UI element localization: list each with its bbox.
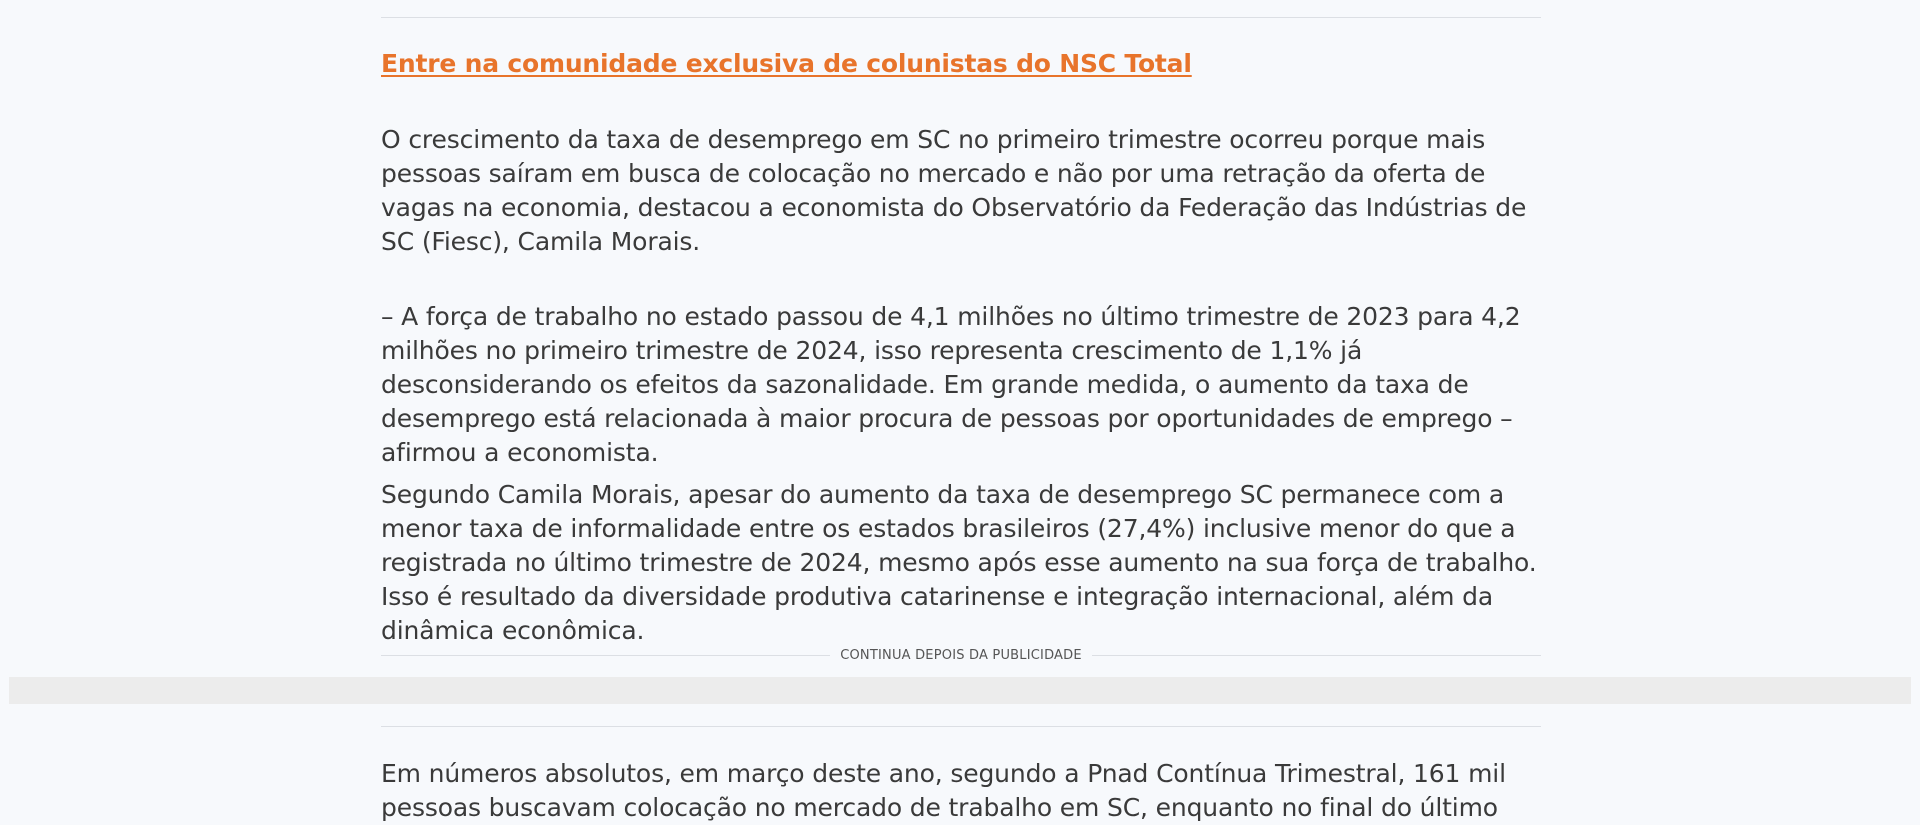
- community-link[interactable]: Entre na comunidade exclusiva de colunistas do NSC Total: [381, 49, 1192, 78]
- article-paragraph: O crescimento da taxa de desemprego em SC no primeiro trimestre ocorreu porque mais pessoas saíram em busca de colocação no mercado e não por uma retração da oferta de vagas na economia, destacou a economista do Observatório da Federação das Indústrias de SC (Fiesc), Camila Morais.: [381, 125, 1527, 256]
- ad-label: CONTINUA DEPOIS DA PUBLICIDADE: [840, 647, 1082, 663]
- article-paragraph: – A força de trabalho no estado passou de 4,1 milhões no último trimestre de 2023 para 4,2 milhões no primeiro trimestre de 2024, isso representa crescimento de 1,1% já desconsiderando os efeitos da sazonalidade. Em grande medida, o aumento da taxa de desemprego está relacionada à maior procura de pessoas por oportunidades de emprego – afirmou a economista.: [381, 302, 1521, 467]
- ad-separator-line: [381, 655, 830, 656]
- ad-separator: [381, 645, 1541, 665]
- top-divider: [381, 17, 1541, 18]
- ad-slot: [9, 677, 1911, 704]
- article-paragraph: Em números absolutos, em março deste ano, segundo a Pnad Contínua Trimestral, 161 mil pessoas buscavam colocação no mercado de trabalho em SC, enquanto no final do último: [381, 759, 1506, 822]
- ad-separator-line: [1092, 655, 1541, 656]
- article-paragraph: Segundo Camila Morais, apesar do aumento da taxa de desemprego SC permanece com a menor taxa de informalidade entre os estados brasileiros (27,4%) inclusive menor do que a registrada no último trimestre de 2024, mesmo após esse aumento na sua força de trabalho. Isso é resultado da diversidade produtiva catarinense e integração internacional, além da dinâmica econômica.: [381, 480, 1537, 645]
- divider: [381, 726, 1541, 727]
